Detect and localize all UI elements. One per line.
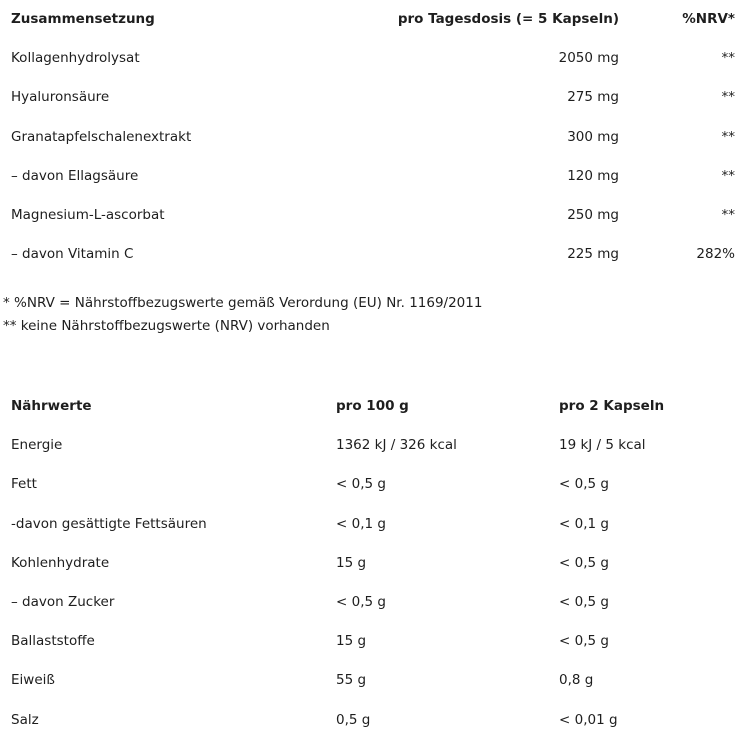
ingredient-nrv: ** xyxy=(721,167,735,184)
footnote-no-nrv: ** keine Nährstoffbezugswerte (NRV) vorhanden xyxy=(3,318,330,334)
table-row xyxy=(0,118,748,157)
ingredient-nrv: ** xyxy=(721,206,735,223)
table-row xyxy=(0,544,748,583)
ingredient-dose: 250 mg xyxy=(567,206,619,223)
nutrient-per-100g: < 0,5 g xyxy=(336,476,386,493)
table-row xyxy=(0,505,748,544)
nutrient-per-100g: 15 g xyxy=(336,633,367,650)
ingredients-table xyxy=(0,0,748,274)
header-daily-dose: pro Tagesdosis (= 5 Kapseln) xyxy=(397,11,619,27)
ingredient-nrv: ** xyxy=(721,50,735,67)
nutrient-name: Fett xyxy=(11,476,37,493)
header-composition: Zusammensetzung xyxy=(11,11,155,27)
ingredient-name: Hyaluronsäure xyxy=(11,89,110,106)
ingredient-nrv: ** xyxy=(721,89,735,106)
ingredient-dose: 275 mg xyxy=(567,89,619,106)
nutrition-header-row xyxy=(0,387,748,426)
ingredient-nrv: ** xyxy=(721,128,735,145)
nutrient-per-capsules: < 0,5 g xyxy=(559,633,609,650)
ingredient-name: – davon Ellagsäure xyxy=(11,167,139,184)
nutrient-name: – davon Zucker xyxy=(11,593,115,610)
ingredient-name: Kollagenhydrolysat xyxy=(11,50,140,67)
table-row xyxy=(0,157,748,196)
nutrient-name: -davon gesättigte Fettsäuren xyxy=(11,515,207,532)
ingredient-name: Magnesium-L-ascorbat xyxy=(11,206,165,223)
nutrient-per-capsules: < 0,5 g xyxy=(559,476,609,493)
nutrient-name: Salz xyxy=(11,711,39,728)
nutrient-name: Eiweiß xyxy=(11,672,55,689)
footnote-nrv-definition: * %NRV = Nährstoffbezugswerte gemäß Verordung (EU) Nr. 1169/2011 xyxy=(3,295,483,311)
nutrient-per-capsules: < 0,5 g xyxy=(559,554,609,571)
nutrient-name: Kohlenhydrate xyxy=(11,554,110,571)
nutrient-per-100g: 15 g xyxy=(336,554,367,571)
nutrient-name: Energie xyxy=(11,437,63,454)
ingredient-dose: 120 mg xyxy=(567,167,619,184)
ingredient-dose: 2050 mg xyxy=(558,50,619,67)
header-per-100g: pro 100 g xyxy=(336,398,409,414)
nutrient-per-capsules: < 0,5 g xyxy=(559,593,609,610)
table-row xyxy=(0,583,748,622)
nutrient-per-capsules: 0,8 g xyxy=(559,672,594,689)
nutrient-per-capsules: 19 kJ / 5 kcal xyxy=(559,437,646,454)
nutrition-table xyxy=(0,387,748,740)
table-row xyxy=(0,39,748,78)
footnotes xyxy=(3,292,482,338)
table-row xyxy=(0,235,748,274)
nutrient-per-capsules: < 0,1 g xyxy=(559,515,609,532)
nutrient-per-100g: < 0,1 g xyxy=(336,515,386,532)
nutrient-name: Ballaststoffe xyxy=(11,633,95,650)
ingredient-nrv: 282% xyxy=(696,246,735,263)
nutrient-per-100g: 0,5 g xyxy=(336,711,371,728)
nutrient-per-capsules: < 0,01 g xyxy=(559,711,618,728)
header-nrv: %NRV* xyxy=(682,11,735,27)
ingredients-header-row xyxy=(0,0,748,39)
table-row xyxy=(0,701,748,740)
header-per-2-capsules: pro 2 Kapseln xyxy=(559,398,665,414)
ingredient-dose: 300 mg xyxy=(567,128,619,145)
table-row xyxy=(0,661,748,700)
nutrient-per-100g: 55 g xyxy=(336,672,367,689)
table-row xyxy=(0,78,748,117)
table-row xyxy=(0,465,748,504)
ingredient-dose: 225 mg xyxy=(567,246,619,263)
header-nutrients: Nährwerte xyxy=(11,398,92,414)
nutrient-per-100g: < 0,5 g xyxy=(336,593,386,610)
table-row xyxy=(0,622,748,661)
table-row xyxy=(0,426,748,465)
ingredient-name: – davon Vitamin C xyxy=(11,246,134,263)
nutrient-per-100g: 1362 kJ / 326 kcal xyxy=(336,437,457,454)
ingredient-name: Granatapfelschalenextrakt xyxy=(11,128,192,145)
table-row xyxy=(0,196,748,235)
